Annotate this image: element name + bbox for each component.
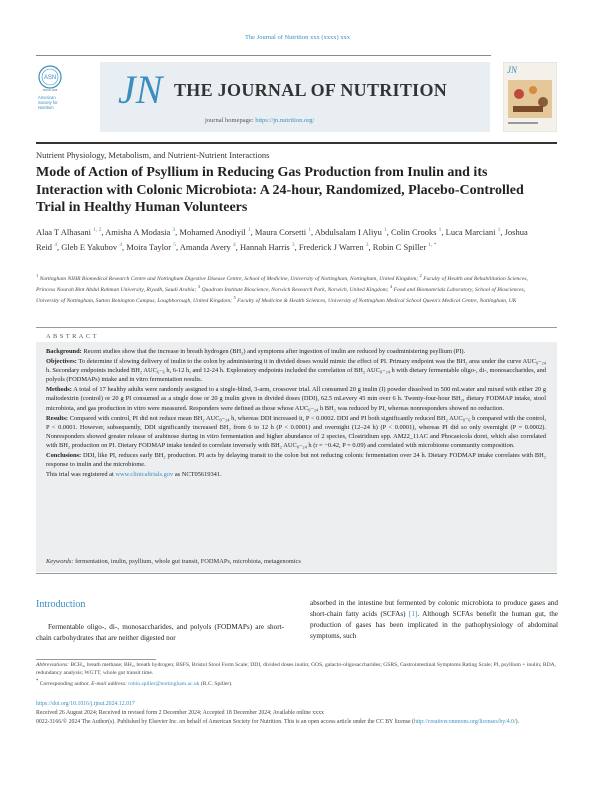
abstract-background xyxy=(46,347,546,356)
license-statement xyxy=(36,718,557,727)
license-text-post: ). xyxy=(515,718,519,725)
homepage-label: journal homepage: xyxy=(205,117,254,124)
author-affiliation-mark: 3 xyxy=(365,241,369,248)
keywords xyxy=(46,558,546,565)
section-type: Nutrient Physiology, Metabolism, and Nutrient-Nutrient Interactions xyxy=(36,150,270,160)
affiliation-text: Food and Biomaterials Laboratory, School of Biosciences, University of Nottingham, Sutton Bonington Campus, Loughborough, United Kingdom; xyxy=(36,287,526,305)
asn-name-3: Nutrition xyxy=(38,105,54,110)
email-link[interactable]: robin.spiller@nottingham.ac.uk xyxy=(128,680,200,687)
author xyxy=(299,242,369,252)
author-name: Joshua Reid xyxy=(36,226,528,252)
conclusions-label: Conclusions: xyxy=(46,452,82,460)
corresponding-label: Corresponding author. xyxy=(39,680,90,687)
author-affiliation-mark: 1, * xyxy=(428,241,437,248)
author xyxy=(391,227,441,237)
affiliation-text: Faculty of Medicine & Health Sciences, University of Nottingham Medical School Queen's Medical Centre, Nottingham, UK xyxy=(237,298,517,305)
article-title: Mode of Action of Psyllium in Reducing Gas Production from Inulin and its Interaction with Colonic Microbiota: A 24-hour, Randomized, Placebo-Controlled Trial in Healthy Human Volunteers xyxy=(36,165,524,215)
author-affiliation-mark: 1 xyxy=(438,227,442,233)
journal-title: THE JOURNAL OF NUTRITION xyxy=(174,80,448,100)
author-affiliation-mark: 1 xyxy=(308,227,311,233)
clinicaltrials-link[interactable]: www.clinicaltrials.gov xyxy=(115,471,174,479)
author-affiliation-mark: 4 xyxy=(232,241,236,248)
reference-link[interactable]: [1] xyxy=(408,610,418,618)
intro-right-text-pre: absorbed in the intestine but fermented by colonic microbiota to produce gases and short-chain fatty acids (SCFAs) xyxy=(310,599,558,618)
affiliation-number: 3 xyxy=(197,284,201,290)
author-name: Frederick J Warren xyxy=(298,241,364,252)
article-dates: Received 26 August 2024; Received in revised form 2 December 2024; Accepted 18 December 2024; Available online xxxx xyxy=(36,709,324,716)
abstract-label: ABSTRACT xyxy=(46,333,99,340)
abbreviations-text: BCH₄, breath methane; BH₂, breath hydrogen; BSFS, Bristol Stool Form Scale; DDI, divided doses inulin; GOS, galacto-oligosaccharides; GSRS, Gastrointestinal Symptoms Rating Scale; PI, psyllium + inulin; RDA, redundancy analysis; WGTT, whole gut transit time. xyxy=(36,662,557,677)
header-rule xyxy=(36,142,557,144)
registration-suffix: as NCT05619341. xyxy=(174,471,222,479)
methods-text: A total of 17 healthy adults were randomly assigned to a single-blind, 3-arm, crossover trial. All consumed 20 g inulin (I) powder dissolved in 500 mLwater and mixed with either 20 g maltodextrin (control) or 20 g PI consumed as a single dose or 20 g inulin given in divided doses (DDI), 62.5 mLevery 45 min over 6 h. Twenty-four-hour BH₂, dietary FODMAP intake, stool microbiota, and gas production in vitro were measured. Responders were defined as those whose AUC₀₋₂₄ h BH₂ was reduced by PI, whereas nonresponders showed no reduction. xyxy=(46,386,546,412)
intro-right-text-post: . Although SCFAs benefit the human gut, the production of gases has been implicated in the pathophysiology of abdominal symptoms, such xyxy=(310,610,558,640)
registration-prefix: This trial was registered at xyxy=(46,471,114,479)
author-affiliation-mark: 1 xyxy=(383,227,387,233)
asn-name-1: American xyxy=(38,95,56,100)
author xyxy=(105,227,175,237)
affiliation xyxy=(233,295,517,305)
methods-label: Methods: xyxy=(46,386,72,394)
intro-left-column xyxy=(36,622,284,644)
asn-name-2: Society for xyxy=(38,100,58,105)
footnote-rule xyxy=(36,659,156,660)
author-affiliation-mark: 1, 2 xyxy=(93,227,102,233)
author xyxy=(315,227,387,237)
author-affiliation-mark: 1 xyxy=(497,227,501,233)
cover-mark: JN xyxy=(507,65,517,75)
affiliations xyxy=(36,272,546,306)
author xyxy=(255,227,311,237)
keywords-text: fermentation, inulin, psyllium, whole gut transit, FODMAPs, microbiota, metagenomics xyxy=(75,558,301,565)
author-name: Abdulsalam I Aliyu xyxy=(314,226,382,237)
corresponding-mark: * xyxy=(36,678,39,684)
author-name: Mohamed Anodiyil xyxy=(179,226,246,237)
license-text-pre: 0022-3166/© 2024 The Author(s). Published by Elsevier Inc. on behalf of American Society for Nutrition. This is an open access article under the CC BY license ( xyxy=(36,718,414,725)
author-name: Colin Crooks xyxy=(390,226,437,237)
author-name: Hannah Harris xyxy=(239,241,290,252)
author-name: Robin C Spiller xyxy=(372,241,427,252)
author-affiliation-mark: 3 xyxy=(291,241,295,248)
journal-homepage xyxy=(205,117,314,124)
affiliation-text: Faculty of Health and Rehabilitation Sciences, Princess Nourah Bint Abdul Rahman University, Riyadh, Saudi Arabia; xyxy=(36,275,528,294)
asn-logo xyxy=(36,64,76,134)
doi-link[interactable]: https://doi.org/10.1016/j.tjnut.2024.12.017 xyxy=(36,701,135,707)
affiliation-text: Quadram Institute Bioscience, Norwich Research Park, Norwich, United Kingdom; xyxy=(201,287,389,294)
author-affiliation-mark: 4 xyxy=(119,241,123,248)
author-affiliation-mark: 4 xyxy=(54,241,57,248)
abstract-bottom-rule xyxy=(36,573,557,574)
author-name: Maura Corsetti xyxy=(254,226,307,237)
license-link[interactable]: http://creativecommons.org/licenses/by/4.0/ xyxy=(413,718,516,725)
abstract-objectives xyxy=(46,357,546,384)
affiliation-number: 5 xyxy=(233,295,236,301)
affiliation-text: Nottingham NIHR Biomedical Research Centre and Nottingham Digestive Disease Centre, School of Medicine, University of Nottingham, Nottingham, United Kingdom; xyxy=(39,275,419,282)
abstract-top-rule xyxy=(36,327,557,328)
intro-right-column xyxy=(310,598,558,642)
email-suffix: (R.C. Spiller). xyxy=(200,680,233,687)
cover-image xyxy=(503,62,557,132)
author xyxy=(126,242,176,252)
abbreviations-label: Abbreviations: xyxy=(36,662,70,668)
abbreviations-footnote xyxy=(36,661,557,678)
affiliation xyxy=(197,284,389,294)
author-name: Gleb E Yakubov xyxy=(61,241,118,252)
asn-letters: ASN xyxy=(43,75,57,81)
introduction-heading: Introduction xyxy=(36,599,86,610)
homepage-link[interactable]: https://jn.nutrition.org/ xyxy=(255,117,315,124)
results-label: Results: xyxy=(46,414,69,422)
objectives-text: To determine if slowing delivery of inulin to the colon by administering it in divided doses would mimic the effect of PI. Primary endpoint was the BH₂ area under the curve AUC₀₋₂₄ h. Secondary endpoints included BH₂ AUC₆₋₆ h, 6-12 h, and 12-24 h. Exploratory endpoints included the correlation of BH₂ AUC₀₋₂₄ h with dietary fermentable oligo-, di-, monosaccharides, and polyols (FODMAPs) intake and in vitro fermentation results. xyxy=(46,358,547,384)
author-affiliation-mark: 3 xyxy=(172,227,176,233)
jn-mark: JN xyxy=(118,67,163,112)
objectives-label: Objectives: xyxy=(46,358,77,366)
author-list: Alaa T Alhasani $^{1, 2}$, Amisha A Modasia $^3$, Mohamed Anodiyil $^1$, Maura Corsetti $^1$, Abdulsalam I Aliyu $^1$, Colin Crooks $^1$, Luca Marciani $^1$, Joshua Reid $^4$, Gleb E Yakubov $^4$, Moira Taylor $^5$, Amanda Avery $^4$, Hannah Harris $^3$, Frederick J Warren $^3$, Robin C Spiller $^{1, *}$ xyxy=(36,226,528,252)
author-name: Amanda Avery xyxy=(179,241,231,252)
author-affiliation-mark: 1 xyxy=(247,227,251,233)
author-name: Alaa T Alhasani xyxy=(36,226,91,237)
affiliation-number: 4 xyxy=(389,284,393,290)
footnotes xyxy=(36,661,557,688)
abstract-conclusions xyxy=(46,451,546,469)
results-text: Compared with control, PI did not reduce mean BH₂ AUC₀₋₂₄ h, whereas DDI increased it, P < 0.0002. DDI and PI both significantly reduced BH₂ AUC₀₋₆ h compared with the control, P < 0.0001. However, subsequently, DDI significantly increased BH₂ from 6 to 12 h (P < 0.0001) and overnight (12–24 h) (P < 0.0001), whereas PI did so only overnight (P = 0.0002). Nonresponders showed greater release of arabinose during in vitro fermentation and higher abundance of 2 species, Clostridium spp. AM22_11AC and Phocaeicola dorei, which also correlated with BH₂ production on PI. Dietary FODMAP intake tended to correlate inversely with BH₂ AUC₀₋₂₄ h (r = −0.42, P = 0.09) and correlated with microbiome community composition. xyxy=(46,414,546,449)
running-head: The Journal of Nutrition xxx (xxxx) xxx xyxy=(244,34,351,41)
author-name: Amisha A Modasia xyxy=(105,226,171,237)
intro-left-text: Fermentable oligo-, di-, monosaccharides, and polyols (FODMAPs) are short-chain carbohydrates that are neither digested nor xyxy=(36,623,284,642)
conclusions-text: DDI, like PI, reduces early BH₂ production. PI acts by delaying transit to the colon but not reducing colonic fermentation over 24 h. Dietary FODMAP intake correlates with BH₂ response to inulin and the microbiome. xyxy=(46,452,546,469)
author xyxy=(446,227,501,237)
abstract-methods xyxy=(46,385,546,412)
affiliation-number: 2 xyxy=(419,273,422,278)
background-label: Background: xyxy=(46,348,82,355)
corresponding-footnote xyxy=(36,678,557,688)
author xyxy=(373,242,437,252)
author xyxy=(179,227,250,237)
author xyxy=(180,242,236,252)
author-name: Luca Marciani xyxy=(445,226,496,237)
author xyxy=(36,227,101,237)
journal-cover-thumbnail xyxy=(503,62,557,132)
author xyxy=(240,242,295,252)
affiliation-number: 1 xyxy=(36,273,39,278)
keywords-label: Keywords: xyxy=(46,558,74,565)
author-affiliation-mark: 5 xyxy=(173,241,176,248)
author xyxy=(61,242,122,252)
background-text: Recent studies show that the increase in breath hydrogen (BH₂) and symptoms after ingestion of inulin are reduced by coadministering psyllium (PI). xyxy=(83,348,466,355)
asn-logo-graphic xyxy=(36,64,76,134)
asn-since: SINCE 1928 xyxy=(42,89,58,92)
publication-metadata xyxy=(36,700,557,726)
email-label: E-mail address: xyxy=(91,680,127,687)
abstract-body xyxy=(46,347,546,480)
author-name: Moira Taylor xyxy=(126,241,172,252)
affiliation xyxy=(36,273,419,282)
abstract-results xyxy=(46,414,546,450)
abstract-registration xyxy=(46,470,546,479)
top-rule xyxy=(36,55,491,56)
